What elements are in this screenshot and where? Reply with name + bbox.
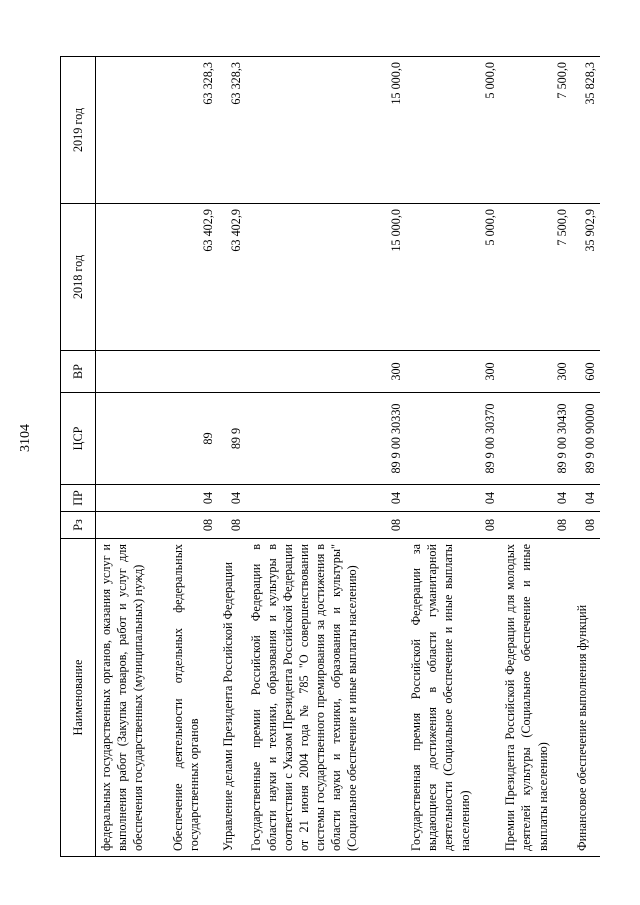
- row-rz: 08: [572, 512, 600, 539]
- row-pr: 04: [218, 485, 246, 512]
- row-vr: 300: [500, 351, 572, 393]
- row-name: Государственные премии Российской Федерации в области науки и техники, образования и культуры в соответствии с Указом Президента Российской Федерации от 21 июня 2004 года № 785 "О совершенствовании системы государственного премирования за достижения в области науки и техники, образования и культуры" (Социальное обеспечение и иные выплаты населению): [246, 539, 407, 857]
- table-row: [500, 57, 572, 857]
- row-vr: 300: [246, 351, 407, 393]
- row-2018: [96, 204, 169, 351]
- row-name: Премии Президента Российской Федерации для молодых деятелей культуры (Социальное обеспечение и иные выплаты населению): [500, 539, 572, 857]
- row-vr: 600: [572, 351, 600, 393]
- row-name: федеральных государственных органов, оказания услуг и выполнения работ (Закупка товаров, работ и услуг для обеспечения государственных (муниципальных) нужд): [96, 539, 169, 857]
- row-name: Финансовое обеспечение выполнения функций: [572, 539, 600, 857]
- row-rz: 08: [168, 512, 218, 539]
- row-csr: 89 9 00 90000: [572, 393, 600, 485]
- row-2018: 63 402,9: [218, 204, 246, 351]
- row-csr: [96, 393, 169, 485]
- row-name: Обеспечение деятельности отдельных федеральных государственных органов: [168, 539, 218, 857]
- row-2018: 5 000,0: [406, 204, 500, 351]
- row-2019: [96, 57, 169, 204]
- page-number: 3104: [18, 424, 33, 452]
- row-pr: 04: [168, 485, 218, 512]
- row-vr: [168, 351, 218, 393]
- row-pr: 04: [500, 485, 572, 512]
- row-vr: 300: [406, 351, 500, 393]
- row-pr: 04: [406, 485, 500, 512]
- budget-table: [60, 56, 600, 857]
- row-pr: 04: [246, 485, 407, 512]
- row-vr: [96, 351, 169, 393]
- header-2018: 2018 год: [61, 204, 96, 351]
- row-2018: 63 402,9: [168, 204, 218, 351]
- row-name: Управление делами Президента Российской Федерации: [218, 539, 246, 857]
- row-2019: 35 828,3: [572, 57, 600, 204]
- row-2019: 63 328,3: [218, 57, 246, 204]
- row-csr: 89: [168, 393, 218, 485]
- header-pr: ПР: [61, 485, 96, 512]
- table-row: [406, 57, 500, 857]
- row-rz: 08: [406, 512, 500, 539]
- header-name: Наименование: [61, 539, 96, 857]
- table-row: [572, 57, 600, 857]
- header-csr: ЦСР: [61, 393, 96, 485]
- row-csr: 89 9 00 30370: [406, 393, 500, 485]
- header-rz: Рз: [61, 512, 96, 539]
- row-2018: 15 000,0: [246, 204, 407, 351]
- row-csr: 89 9 00 30330: [246, 393, 407, 485]
- row-csr: 89 9 00 30430: [500, 393, 572, 485]
- table-row: [96, 57, 169, 857]
- table-row: [218, 57, 246, 857]
- row-2019: 7 500,0: [500, 57, 572, 204]
- table-row: [246, 57, 407, 857]
- row-pr: 04: [572, 485, 600, 512]
- row-2019: 15 000,0: [246, 57, 407, 204]
- row-rz: [96, 512, 169, 539]
- rotated-table-area: [60, 57, 600, 857]
- table-row: [168, 57, 218, 857]
- row-csr: 89 9: [218, 393, 246, 485]
- row-pr: [96, 485, 169, 512]
- row-2018: 7 500,0: [500, 204, 572, 351]
- row-vr: [218, 351, 246, 393]
- row-name: Государственная премия Российской Федерации за выдающиеся достижения в области гуманитарной деятельности (Социальное обеспечение и иные выплаты населению): [406, 539, 500, 857]
- header-vr: ВР: [61, 351, 96, 393]
- row-rz: 08: [500, 512, 572, 539]
- row-2018: 35 902,9: [572, 204, 600, 351]
- table-header: [61, 57, 96, 857]
- row-2019: 63 328,3: [168, 57, 218, 204]
- row-rz: 08: [218, 512, 246, 539]
- row-2019: 5 000,0: [406, 57, 500, 204]
- row-rz: 08: [246, 512, 407, 539]
- table-body: [96, 57, 601, 857]
- header-2019: 2019 год: [61, 57, 96, 204]
